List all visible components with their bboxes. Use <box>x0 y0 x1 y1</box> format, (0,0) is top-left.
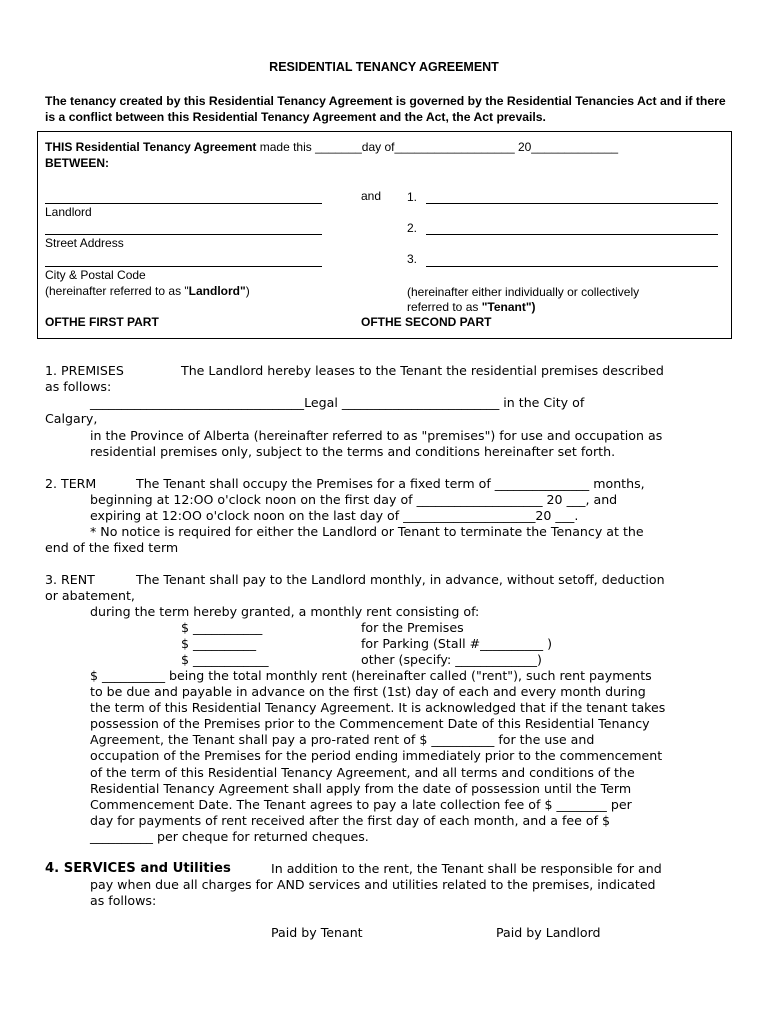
term-line4: * No notice is required for either the Landlord or Tenant to terminate the Tenancy at the <box>90 524 644 539</box>
tenant-3-line <box>426 266 718 267</box>
premises-line4: Calgary, <box>45 411 98 426</box>
tenant-reference-line2 <box>407 300 536 314</box>
tenant-ref-bold: "Tenant") <box>481 300 536 314</box>
rent-paragraph-line: possession of the Premises prior to the Commencement Date of this Residential Tenancy <box>90 716 650 731</box>
premises-line3: __________________________________Legal _________________________ in the City of <box>90 395 585 410</box>
term-line5: end of the fixed term <box>45 540 179 555</box>
services-heading: 4. SERVICES and Utilities <box>45 861 231 876</box>
term-line3: expiring at 12:OO o'clock noon on the last day of _____________________20 ___. <box>90 508 579 523</box>
rent-line2: or abatement, <box>45 588 135 603</box>
second-part-label: OFTHE SECOND PART <box>361 315 492 329</box>
landlord-ref-post: ) <box>245 284 250 298</box>
tenant-number-2: 2. <box>407 221 418 235</box>
rent-paragraph-line: day for payments of rent received after the first day of each month, and a fee of $ <box>90 813 611 828</box>
rent-paragraph-line: to be due and payable in advance on the first (1st) day of each and every month during <box>90 684 646 699</box>
city-postal-label: City & Postal Code <box>45 268 146 282</box>
rent-paragraph-line: occupation of the Premises for the period ending immediately prior to the commencement <box>90 748 663 763</box>
rent-amount-premises: $ ___________ <box>181 620 263 635</box>
tenant-1-line <box>426 203 718 204</box>
rent-line1: The Tenant shall pay to the Landlord monthly, in advance, without setoff, deduction <box>136 572 665 587</box>
term-heading: 2. TERM <box>45 476 97 491</box>
agreement-date-line <box>45 140 618 154</box>
rent-label-other: other (specify: _____________) <box>361 652 542 667</box>
agreement-made-bold: THIS Residential Tenancy Agreement <box>45 140 257 154</box>
first-part-label: OFTHE FIRST PART <box>45 315 159 329</box>
tenant-number-1: 1. <box>407 190 418 204</box>
between-label: BETWEEN: <box>45 156 109 170</box>
rent-label-parking: for Parking (Stall #__________ ) <box>361 636 553 651</box>
rent-line3: during the term hereby granted, a monthly rent consisting of: <box>90 604 480 619</box>
parties-box <box>37 131 732 339</box>
services-line2: pay when due all charges for AND services and utilities related to the premises, indicated <box>90 877 656 892</box>
services-line1: In addition to the rent, the Tenant shall be responsible for and <box>271 861 662 876</box>
intro-paragraph: The tenancy created by this Residential Tenancy Agreement is governed by the Residential Tenancies Act and if there is a conflict between this Residential Tenancy Agreement and the Act, the Act prevails. <box>45 94 726 124</box>
premises-heading: 1. PREMISES <box>45 363 124 378</box>
street-address-label: Street Address <box>45 236 124 250</box>
tenant-number-3: 3. <box>407 252 418 266</box>
landlord-ref-bold: Landlord" <box>188 284 246 298</box>
rent-paragraph-line: the term of this Residential Tenancy Agreement. It is acknowledged that if the tenant takes <box>90 700 666 715</box>
tenant-ref-pre: referred to as <box>407 300 482 314</box>
rent-amount-other: $ ____________ <box>181 652 269 667</box>
and-label: and <box>361 189 382 203</box>
paid-by-tenant-header: Paid by Tenant <box>271 925 363 940</box>
rent-paragraph-line: Residential Tenancy Agreement shall apply from the date of possession until the Term <box>90 781 632 796</box>
landlord-name-line <box>45 203 322 204</box>
rent-label-premises: for the Premises <box>361 620 464 635</box>
premises-line2: as follows: <box>45 379 112 394</box>
rent-paragraph-line: __________ per cheque for returned cheques. <box>90 829 369 844</box>
rent-paragraph-line: of the term of this Residential Tenancy Agreement, and all terms and conditions of the <box>90 765 635 780</box>
paid-by-landlord-header: Paid by Landlord <box>496 925 601 940</box>
premises-line6: residential premises only, subject to the terms and conditions hereinafter set forth. <box>90 444 616 459</box>
document-title: RESIDENTIAL TENANCY AGREEMENT <box>269 60 499 74</box>
rent-paragraph-line: Agreement, the Tenant shall pay a pro-rated rent of $ __________ for the use and <box>90 732 595 747</box>
street-address-line <box>45 234 322 235</box>
tenant-reference-line1: (hereinafter either individually or collectively <box>407 285 640 299</box>
landlord-label: Landlord <box>45 205 92 219</box>
rent-amount-parking: $ __________ <box>181 636 256 651</box>
services-line3: as follows: <box>90 893 157 908</box>
rent-paragraph-line: $ __________ being the total monthly rent (hereinafter called ("rent"), such rent payments <box>90 668 652 683</box>
agreement-made-rest: made this _______day of__________________ 20_____________ <box>259 140 619 154</box>
term-line1: The Tenant shall occupy the Premises for a fixed term of _______________ months, <box>136 476 645 491</box>
premises-line1: The Landlord hereby leases to the Tenant the residential premises described <box>181 363 664 378</box>
tenant-2-line <box>426 234 718 235</box>
city-postal-line <box>45 266 322 267</box>
premises-line5: in the Province of Alberta (hereinafter referred to as "premises") for use and occupation as <box>90 428 663 443</box>
landlord-ref-pre: (hereinafter referred to as " <box>45 284 189 298</box>
rent-paragraph-line: Commencement Date. The Tenant agrees to pay a late collection fee of $ ________ per <box>90 797 632 812</box>
rent-heading: 3. RENT <box>45 572 95 587</box>
landlord-reference <box>45 284 250 298</box>
term-line2: beginning at 12:OO o'clock noon on the first day of ____________________ 20 ___, and <box>90 492 618 507</box>
